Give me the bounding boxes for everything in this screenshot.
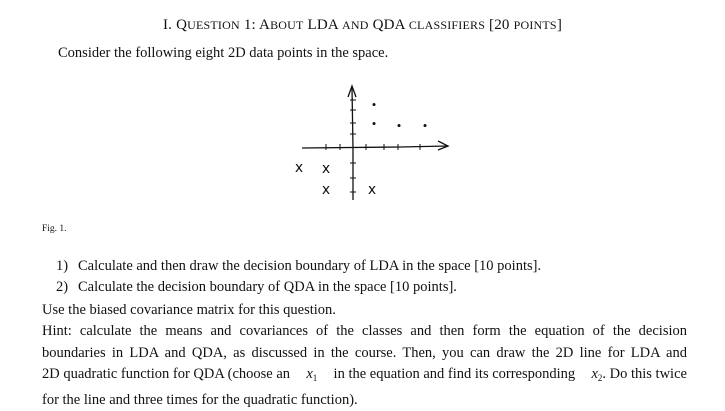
task-number: 1) — [56, 258, 69, 274]
question-heading — [0, 17, 725, 34]
hint-line-3-b: in the equation and find its corresponding — [333, 366, 576, 382]
heading-a: A — [259, 17, 271, 33]
hint-line-4: for the line and three times for the quadratic function). — [42, 391, 358, 408]
heading-and: AND — [342, 18, 369, 32]
data-point-dot: • — [396, 118, 402, 133]
data-point-dot: • — [371, 97, 377, 112]
variable-x1 — [306, 364, 317, 390]
variable-x1-name: x — [306, 366, 313, 382]
scatter-sketch — [270, 78, 470, 208]
heading-lda: LDA — [307, 17, 339, 33]
task-text: Calculate and then draw the decision boundary of LDA in the space [10 points]. — [78, 258, 542, 274]
variable-x2-sub: 2 — [597, 373, 603, 383]
figure-1 — [270, 78, 470, 208]
data-point-cross: x — [321, 161, 331, 177]
data-point-dot: • — [371, 116, 377, 131]
task-list — [56, 256, 541, 298]
data-point-dot: • — [422, 118, 428, 133]
variable-x2 — [591, 366, 602, 382]
heading-classifiers: CLASSIFIERS — [408, 18, 486, 32]
task-text: Calculate the decision boundary of QDA in the space [10 points]. — [78, 279, 457, 295]
heading-number: I. — [162, 17, 173, 33]
task-item — [56, 277, 541, 298]
figure-caption: Fig. 1. — [42, 224, 67, 234]
hint-line-2: boundaries in LDA and QDA, as discussed in the course. Then, you can draw the 2D line for LDA and — [42, 344, 687, 361]
data-point-cross: x — [367, 182, 377, 198]
heading-a-rest: BOUT — [270, 18, 304, 32]
task-number: 2) — [56, 279, 69, 295]
y-axis-line — [352, 88, 353, 200]
covariance-note: Use the biased covariance matrix for this question. — [42, 302, 336, 318]
x-axis-line — [302, 146, 448, 148]
hint-line-3 — [42, 364, 687, 390]
task-item — [56, 256, 541, 277]
heading-one: 1: — [243, 17, 256, 33]
hint-paragraph — [42, 321, 687, 411]
heading-qda: QDA — [372, 17, 405, 33]
heading-points-open: [20 — [489, 17, 510, 33]
hint-line-3-a: 2D quadratic function for QDA (choose an — [42, 366, 291, 382]
heading-points: POINTS — [513, 18, 557, 32]
heading-q: Q — [176, 17, 188, 33]
intro-text: Consider the following eight 2D data points in the space. — [58, 45, 389, 61]
hint-line-3-c: . Do this twice — [602, 366, 687, 382]
hint-line-1: Hint: calculate the means and covariances of the classes and then form the equation of the decision — [42, 323, 687, 339]
heading-points-close: ] — [556, 17, 563, 33]
variable-x2-group — [591, 364, 687, 390]
data-point-cross: x — [294, 160, 304, 176]
variable-x1-sub: 1 — [312, 373, 318, 383]
variable-x2-name: x — [591, 366, 598, 382]
data-point-cross: x — [321, 182, 331, 198]
heading-q-rest: UESTION — [187, 18, 240, 32]
